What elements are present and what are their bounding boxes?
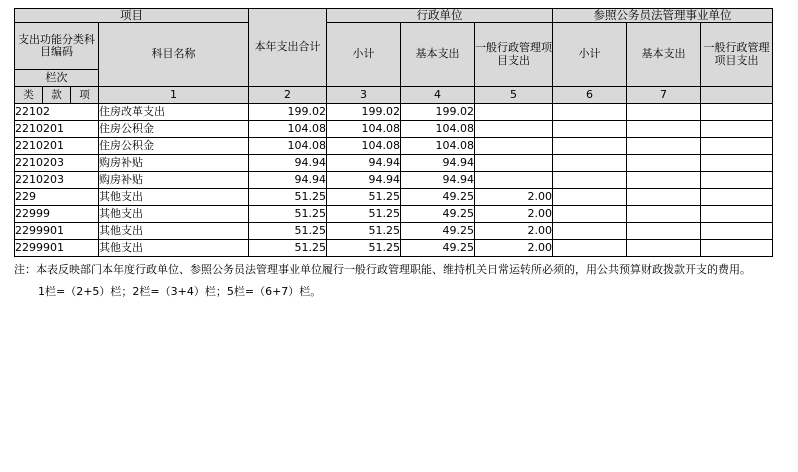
row-admin-basic: 104.08 — [401, 121, 475, 138]
row-admin-subtotal: 199.02 — [327, 104, 401, 121]
col-number-6: 6 — [553, 87, 627, 104]
row-ref-subtotal — [553, 223, 627, 240]
row-name: 住房公积金 — [99, 138, 249, 155]
header-admin-basic: 基本支出 — [401, 23, 475, 87]
table-row — [15, 138, 773, 155]
row-admin-subtotal: 94.94 — [327, 172, 401, 189]
row-admin-subtotal: 51.25 — [327, 223, 401, 240]
row-name: 住房改革支出 — [99, 104, 249, 121]
header-item: 项 — [71, 87, 99, 104]
row-admin-subtotal: 94.94 — [327, 155, 401, 172]
row-admin-general — [475, 104, 553, 121]
row-year-total: 51.25 — [249, 240, 327, 257]
col-number-2: 2 — [249, 87, 327, 104]
row-name: 其他支出 — [99, 223, 249, 240]
row-year-total: 199.02 — [249, 104, 327, 121]
row-admin-basic: 199.02 — [401, 104, 475, 121]
table-row — [15, 240, 773, 257]
row-code: 2299901 — [15, 223, 99, 240]
row-name: 住房公积金 — [99, 121, 249, 138]
row-ref-general — [701, 189, 773, 206]
header-item-group: 项目 — [15, 9, 249, 23]
col-number-1: 1 — [99, 87, 249, 104]
col-number-3: 3 — [327, 87, 401, 104]
row-name: 其他支出 — [99, 240, 249, 257]
row-admin-subtotal: 51.25 — [327, 189, 401, 206]
header-admin-group: 行政单位 — [327, 9, 553, 23]
row-ref-basic — [627, 189, 701, 206]
row-admin-basic: 49.25 — [401, 223, 475, 240]
row-year-total: 104.08 — [249, 138, 327, 155]
col-number-4: 4 — [401, 87, 475, 104]
table-row — [15, 155, 773, 172]
row-ref-basic — [627, 223, 701, 240]
row-ref-subtotal — [553, 189, 627, 206]
row-year-total: 51.25 — [249, 223, 327, 240]
row-ref-general — [701, 104, 773, 121]
header-row-classes — [15, 87, 773, 104]
row-ref-basic — [627, 155, 701, 172]
row-year-total: 51.25 — [249, 206, 327, 223]
row-ref-basic — [627, 172, 701, 189]
table-row — [15, 206, 773, 223]
row-admin-general: 2.00 — [475, 189, 553, 206]
header-ref-basic: 基本支出 — [627, 23, 701, 87]
row-code: 2210203 — [15, 172, 99, 189]
row-admin-general: 2.00 — [475, 223, 553, 240]
row-year-total: 94.94 — [249, 155, 327, 172]
col-number-5: 5 — [475, 87, 553, 104]
header-class: 类 — [15, 87, 43, 104]
row-ref-general — [701, 138, 773, 155]
row-ref-general — [701, 172, 773, 189]
row-ref-general — [701, 240, 773, 257]
header-section: 款 — [43, 87, 71, 104]
budget-sheet — [14, 8, 772, 300]
row-name: 其他支出 — [99, 206, 249, 223]
row-year-total: 104.08 — [249, 121, 327, 138]
header-col-row-label: 栏次 — [15, 70, 99, 87]
header-year-total — [249, 9, 327, 87]
row-ref-basic — [627, 121, 701, 138]
row-ref-subtotal — [553, 121, 627, 138]
row-ref-basic — [627, 104, 701, 121]
footer-note: 注：本表反映部门本年度行政单位、参照公务员法管理事业单位履行一般行政管理职能、维持机关日常运转所必须的，用公共预算财政拨款开支的费用。 — [14, 263, 751, 277]
row-admin-basic: 49.25 — [401, 189, 475, 206]
header-func-code: 支出功能分类科目编码 — [15, 23, 99, 70]
row-code: 2210201 — [15, 121, 99, 138]
row-ref-general — [701, 155, 773, 172]
row-code: 22999 — [15, 206, 99, 223]
row-admin-basic: 94.94 — [401, 155, 475, 172]
row-ref-basic — [627, 240, 701, 257]
row-ref-subtotal — [553, 138, 627, 155]
header-ref-general: 一般行政管理项目支出 — [701, 23, 773, 87]
row-admin-subtotal: 104.08 — [327, 138, 401, 155]
row-admin-subtotal: 104.08 — [327, 121, 401, 138]
row-admin-general: 2.00 — [475, 240, 553, 257]
header-row-subcols — [15, 23, 773, 70]
row-admin-general — [475, 138, 553, 155]
header-admin-general: 一般行政管理项目支出 — [475, 23, 553, 87]
row-code: 229 — [15, 189, 99, 206]
row-ref-subtotal — [553, 104, 627, 121]
table-row — [15, 223, 773, 240]
table-row — [15, 121, 773, 138]
header-ref-group: 参照公务员法管理事业单位 — [553, 9, 773, 23]
row-admin-subtotal: 51.25 — [327, 206, 401, 223]
header-year-total-label: 本年支出合计 — [254, 40, 321, 54]
row-ref-subtotal — [553, 172, 627, 189]
row-ref-subtotal — [553, 155, 627, 172]
row-ref-subtotal — [553, 240, 627, 257]
row-admin-basic: 49.25 — [401, 206, 475, 223]
row-code: 22102 — [15, 104, 99, 121]
row-year-total: 94.94 — [249, 172, 327, 189]
row-admin-basic: 94.94 — [401, 172, 475, 189]
table-row — [15, 104, 773, 121]
row-code: 2210203 — [15, 155, 99, 172]
row-ref-basic — [627, 206, 701, 223]
row-name: 购房补贴 — [99, 155, 249, 172]
row-admin-general — [475, 155, 553, 172]
col-number-7b — [701, 87, 773, 104]
row-admin-basic: 49.25 — [401, 240, 475, 257]
col-number-7: 7 — [627, 87, 701, 104]
row-code: 2299901 — [15, 240, 99, 257]
table-row — [15, 189, 773, 206]
row-ref-subtotal — [553, 206, 627, 223]
header-admin-subtotal: 小计 — [327, 23, 401, 87]
table-row — [15, 172, 773, 189]
row-ref-general — [701, 121, 773, 138]
header-ref-subtotal: 小计 — [553, 23, 627, 87]
row-admin-general: 2.00 — [475, 206, 553, 223]
row-code: 2210201 — [15, 138, 99, 155]
row-admin-basic: 104.08 — [401, 138, 475, 155]
header-subject-name: 科目名称 — [99, 23, 249, 87]
row-year-total: 51.25 — [249, 189, 327, 206]
row-ref-general — [701, 223, 773, 240]
row-admin-general — [475, 121, 553, 138]
row-admin-general — [475, 172, 553, 189]
row-ref-general — [701, 206, 773, 223]
row-name: 其他支出 — [99, 189, 249, 206]
budget-table — [14, 8, 773, 257]
header-row-groups — [15, 9, 773, 23]
footer-note-formula: 1栏=（2+5）栏；2栏=（3+4）栏；5栏=（6+7）栏。 — [38, 284, 322, 298]
row-admin-subtotal: 51.25 — [327, 240, 401, 257]
row-name: 购房补贴 — [99, 172, 249, 189]
row-ref-basic — [627, 138, 701, 155]
